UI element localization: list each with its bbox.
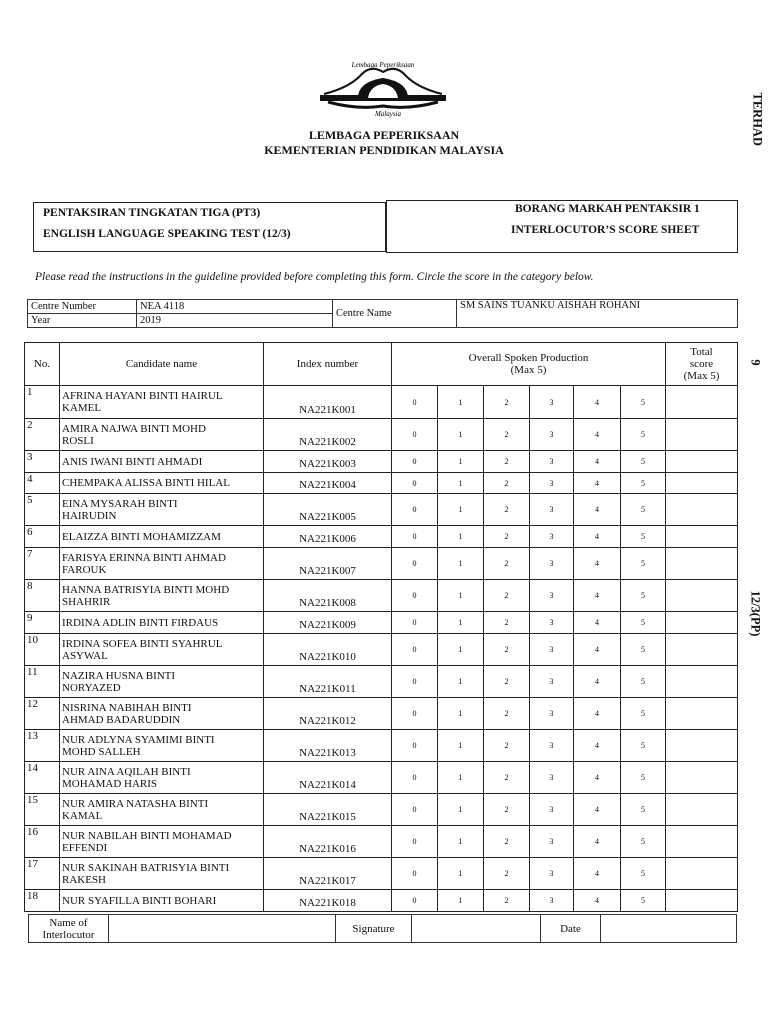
sheet-title-box xyxy=(386,200,738,253)
score-option[interactable]: 1 xyxy=(438,419,484,451)
score-option[interactable]: 0 xyxy=(392,794,438,826)
score-option[interactable]: 5 xyxy=(621,526,666,548)
score-option[interactable]: 1 xyxy=(438,548,484,580)
date-label: Date xyxy=(541,915,601,943)
test-title-box xyxy=(33,202,386,252)
score-option[interactable]: 5 xyxy=(621,612,666,634)
score-option[interactable]: 1 xyxy=(438,826,484,858)
index-number: NA221K014 xyxy=(264,762,392,794)
score-option[interactable]: 0 xyxy=(392,634,438,666)
score-option[interactable]: 0 xyxy=(392,580,438,612)
date-field[interactable] xyxy=(601,915,737,943)
score-option[interactable]: 2 xyxy=(484,762,530,794)
table-row xyxy=(25,548,738,580)
score-option[interactable]: 5 xyxy=(621,794,666,826)
candidate-name xyxy=(60,730,264,762)
score-option[interactable]: 4 xyxy=(574,526,621,548)
row-number: 2 xyxy=(25,419,60,451)
candidate-name xyxy=(60,386,264,419)
score-option[interactable]: 5 xyxy=(621,386,666,419)
score-option[interactable]: 1 xyxy=(438,612,484,634)
score-option[interactable]: 3 xyxy=(530,890,574,912)
score-option[interactable]: 2 xyxy=(484,890,530,912)
total-score-cell[interactable] xyxy=(666,580,738,612)
candidate-name-line2: ASYWAL xyxy=(62,649,108,662)
index-number: NA221K018 xyxy=(264,890,392,912)
candidate-name-line2: KAMAL xyxy=(62,809,103,822)
header-no: No. xyxy=(25,343,60,386)
candidate-name-line1: EINA MYSARAH BINTI xyxy=(62,497,178,510)
score-option[interactable]: 3 xyxy=(530,794,574,826)
score-option[interactable]: 5 xyxy=(621,826,666,858)
score-option[interactable]: 5 xyxy=(621,580,666,612)
index-number: NA221K011 xyxy=(264,666,392,698)
table-row xyxy=(25,794,738,826)
score-option[interactable]: 5 xyxy=(621,858,666,890)
centre-name-value: SM SAINS TUANKU AISHAH ROHANI xyxy=(457,300,738,328)
candidate-name xyxy=(60,634,264,666)
index-number: NA221K004 xyxy=(264,473,392,494)
candidate-name xyxy=(60,858,264,890)
candidate-name xyxy=(60,494,264,526)
table-row xyxy=(25,451,738,473)
score-option[interactable]: 0 xyxy=(392,612,438,634)
candidate-name-line1: NUR SYAFILLA BINTI BOHARI xyxy=(62,894,217,907)
instructions: Please read the instructions in the guideline provided before completing this form. Circle the score in the category below. xyxy=(35,271,594,283)
score-option[interactable]: 3 xyxy=(530,386,574,419)
index-number: NA221K007 xyxy=(264,548,392,580)
score-option[interactable]: 2 xyxy=(484,826,530,858)
candidate-name-line2: RAKESH xyxy=(62,873,107,886)
index-number: NA221K012 xyxy=(264,698,392,730)
total-score-cell[interactable] xyxy=(666,634,738,666)
test-title-line2: ENGLISH LANGUAGE SPEAKING TEST (12/3) xyxy=(43,228,291,240)
score-option[interactable]: 4 xyxy=(574,762,621,794)
svg-text:Malaysia: Malaysia xyxy=(374,110,402,118)
total-score-cell[interactable] xyxy=(666,473,738,494)
score-option[interactable]: 0 xyxy=(392,548,438,580)
candidate-name-line1: ANIS IWANI BINTI AHMADI xyxy=(62,455,203,468)
index-number: NA221K003 xyxy=(264,451,392,473)
paper-code: 12/3(PP) xyxy=(748,590,763,637)
candidate-name-line1: NUR AINA AQILAH BINTI xyxy=(62,765,191,778)
candidate-name-line2: NORYAZED xyxy=(62,681,121,694)
score-option[interactable]: 3 xyxy=(530,612,574,634)
score-option[interactable]: 1 xyxy=(438,762,484,794)
score-option[interactable]: 4 xyxy=(574,730,621,762)
header-index-number: Index number xyxy=(264,343,392,386)
score-option[interactable]: 4 xyxy=(574,666,621,698)
score-option[interactable]: 1 xyxy=(438,634,484,666)
table-row xyxy=(25,634,738,666)
candidate-name xyxy=(60,526,264,548)
row-number: 17 xyxy=(25,858,60,890)
candidate-name xyxy=(60,666,264,698)
score-option[interactable]: 2 xyxy=(484,451,530,473)
index-number: NA221K010 xyxy=(264,634,392,666)
score-option[interactable]: 3 xyxy=(530,451,574,473)
score-option[interactable]: 4 xyxy=(574,826,621,858)
candidate-name-line2: FAROUK xyxy=(62,563,107,576)
candidate-name xyxy=(60,451,264,473)
centre-name-label: Centre Name xyxy=(333,300,457,328)
candidate-name xyxy=(60,580,264,612)
score-option[interactable]: 0 xyxy=(392,826,438,858)
row-number: 9 xyxy=(25,612,60,634)
score-option[interactable]: 1 xyxy=(438,698,484,730)
table-row xyxy=(25,730,738,762)
candidate-name-line2: MOHD SALLEH xyxy=(62,745,141,758)
candidate-name-line2: HAIRUDIN xyxy=(62,509,117,522)
score-option[interactable]: 5 xyxy=(621,634,666,666)
score-option[interactable]: 0 xyxy=(392,858,438,890)
score-option[interactable]: 1 xyxy=(438,666,484,698)
row-number: 8 xyxy=(25,580,60,612)
score-option[interactable]: 2 xyxy=(484,634,530,666)
index-number: NA221K002 xyxy=(264,419,392,451)
index-number: NA221K016 xyxy=(264,826,392,858)
signature-label: Signature xyxy=(336,915,412,943)
score-option[interactable]: 3 xyxy=(530,858,574,890)
table-row xyxy=(25,698,738,730)
signature-field[interactable] xyxy=(412,915,541,943)
score-option[interactable]: 2 xyxy=(484,858,530,890)
score-option[interactable]: 2 xyxy=(484,473,530,494)
header-overall-spoken: Overall Spoken Production (Max 5) xyxy=(392,343,666,386)
candidate-name xyxy=(60,890,264,912)
candidate-name-line1: CHEMPAKA ALISSA BINTI HILAL xyxy=(62,477,230,489)
candidate-name-line1: ELAIZZA BINTI MOHAMIZZAM xyxy=(62,530,221,543)
org-name-line1: LEMBAGA PEPERIKSAAN xyxy=(308,128,460,142)
score-option[interactable]: 4 xyxy=(574,612,621,634)
score-option[interactable]: 0 xyxy=(392,419,438,451)
total-score-cell[interactable] xyxy=(666,858,738,890)
score-option[interactable]: 5 xyxy=(621,494,666,526)
score-option[interactable]: 1 xyxy=(438,494,484,526)
candidate-name-line1: AMIRA NAJWA BINTI MOHD xyxy=(62,422,206,435)
score-table xyxy=(24,342,738,912)
year-label: Year xyxy=(28,314,137,328)
candidate-name-line2: MOHAMAD HARIS xyxy=(62,777,158,790)
table-row xyxy=(25,494,738,526)
signature-table xyxy=(28,914,737,943)
score-option[interactable]: 0 xyxy=(392,526,438,548)
candidate-name xyxy=(60,473,264,494)
centre-info-table xyxy=(27,299,738,328)
score-option[interactable]: 2 xyxy=(484,419,530,451)
candidate-name xyxy=(60,826,264,858)
score-option[interactable]: 1 xyxy=(438,451,484,473)
row-number: 16 xyxy=(25,826,60,858)
candidate-name-line1: IRDINA SOFEA BINTI SYAHRUL xyxy=(62,637,223,650)
row-number: 14 xyxy=(25,762,60,794)
candidate-name xyxy=(60,762,264,794)
sheet-title-line2: INTERLOCUTOR’S SCORE SHEET xyxy=(511,224,700,236)
table-row xyxy=(25,826,738,858)
score-option[interactable]: 3 xyxy=(530,698,574,730)
score-option[interactable]: 0 xyxy=(392,451,438,473)
score-option[interactable]: 4 xyxy=(574,580,621,612)
table-row xyxy=(25,386,738,419)
score-option[interactable]: 4 xyxy=(574,794,621,826)
sheet-title-line1: BORANG MARKAH PENTAKSIR 1 xyxy=(515,203,700,215)
score-option[interactable]: 2 xyxy=(484,548,530,580)
candidate-name xyxy=(60,698,264,730)
candidate-name-line1: AFRINA HAYANI BINTI HAIRUL xyxy=(62,390,223,402)
candidate-name-line1: NUR SAKINAH BATRISYIA BINTI xyxy=(62,861,230,874)
candidate-name-line2: EFFENDI xyxy=(62,841,108,854)
score-option[interactable]: 4 xyxy=(574,386,621,419)
score-option[interactable]: 3 xyxy=(530,634,574,666)
row-number: 4 xyxy=(25,473,60,494)
org-name-line2: KEMENTERIAN PENDIDIKAN MALAYSIA xyxy=(264,143,504,157)
score-option[interactable]: 1 xyxy=(438,858,484,890)
header-total-score: Total score (Max 5) xyxy=(666,343,738,386)
centre-number-value: NEA 4118 xyxy=(137,300,333,314)
score-option[interactable]: 0 xyxy=(392,698,438,730)
score-option[interactable]: 1 xyxy=(438,580,484,612)
score-option[interactable]: 5 xyxy=(621,419,666,451)
candidate-name-line1: IRDINA ADLIN BINTI FIRDAUS xyxy=(62,616,219,629)
score-option[interactable]: 5 xyxy=(621,762,666,794)
table-row xyxy=(25,890,738,912)
table-row xyxy=(25,473,738,494)
row-number: 6 xyxy=(25,526,60,548)
score-option[interactable]: 2 xyxy=(484,386,530,419)
total-score-cell[interactable] xyxy=(666,698,738,730)
table-row xyxy=(25,762,738,794)
lembaga-peperiksaan-logo xyxy=(318,58,448,120)
score-option[interactable]: 0 xyxy=(392,666,438,698)
interlocutor-name-field[interactable] xyxy=(109,915,336,943)
centre-number-label: Centre Number xyxy=(28,300,137,314)
score-option[interactable]: 5 xyxy=(621,473,666,494)
score-option[interactable]: 0 xyxy=(392,762,438,794)
row-number: 18 xyxy=(25,890,60,912)
total-score-cell[interactable] xyxy=(666,612,738,634)
table-row xyxy=(25,419,738,451)
table-row xyxy=(25,526,738,548)
row-number: 10 xyxy=(25,634,60,666)
total-score-cell[interactable] xyxy=(666,826,738,858)
score-option[interactable]: 5 xyxy=(621,730,666,762)
score-option[interactable]: 2 xyxy=(484,666,530,698)
test-title-line1: PENTAKSIRAN TINGKATAN TIGA (PT3) xyxy=(43,207,261,219)
index-number: NA221K006 xyxy=(264,526,392,548)
index-number: NA221K001 xyxy=(264,386,392,419)
candidate-name-line2: ROSLI xyxy=(62,434,94,447)
score-option[interactable]: 3 xyxy=(530,526,574,548)
score-option[interactable]: 5 xyxy=(621,666,666,698)
score-option[interactable]: 2 xyxy=(484,526,530,548)
candidate-name-line1: NUR AMIRA NATASHA BINTI xyxy=(62,797,209,810)
candidate-name-line1: FARISYA ERINNA BINTI AHMAD xyxy=(62,551,226,564)
score-option[interactable]: 3 xyxy=(530,494,574,526)
score-option[interactable]: 4 xyxy=(574,494,621,526)
score-option[interactable]: 0 xyxy=(392,730,438,762)
table-row xyxy=(25,612,738,634)
candidate-name-line2: SHAHRIR xyxy=(62,595,111,608)
total-score-cell[interactable] xyxy=(666,494,738,526)
score-option[interactable]: 0 xyxy=(392,386,438,419)
row-number: 13 xyxy=(25,730,60,762)
score-option[interactable]: 2 xyxy=(484,698,530,730)
table-row xyxy=(25,580,738,612)
candidate-name-line2: KAMEL xyxy=(62,402,102,414)
row-number: 1 xyxy=(25,386,60,419)
score-option[interactable]: 1 xyxy=(438,473,484,494)
total-score-cell[interactable] xyxy=(666,526,738,548)
row-number: 11 xyxy=(25,666,60,698)
score-option[interactable]: 3 xyxy=(530,762,574,794)
candidate-name xyxy=(60,794,264,826)
score-option[interactable]: 5 xyxy=(621,698,666,730)
year-value: 2019 xyxy=(137,314,333,328)
candidate-name xyxy=(60,548,264,580)
total-score-cell[interactable] xyxy=(666,419,738,451)
total-score-cell[interactable] xyxy=(666,730,738,762)
total-score-cell[interactable] xyxy=(666,386,738,419)
candidate-name xyxy=(60,612,264,634)
candidate-name-line1: HANNA BATRISYIA BINTI MOHD xyxy=(62,583,230,596)
score-option[interactable]: 4 xyxy=(574,419,621,451)
score-option[interactable]: 4 xyxy=(574,634,621,666)
row-number: 5 xyxy=(25,494,60,526)
index-number: NA221K008 xyxy=(264,580,392,612)
candidate-name-line2: AHMAD BADARUDDIN xyxy=(62,713,181,726)
candidate-name xyxy=(60,419,264,451)
total-score-cell[interactable] xyxy=(666,762,738,794)
score-option[interactable]: 2 xyxy=(484,794,530,826)
score-option[interactable]: 0 xyxy=(392,890,438,912)
score-option[interactable]: 3 xyxy=(530,419,574,451)
index-number: NA221K017 xyxy=(264,858,392,890)
interlocutor-name-label: Name of Interlocutor xyxy=(29,915,109,943)
total-score-cell[interactable] xyxy=(666,548,738,580)
index-number: NA221K015 xyxy=(264,794,392,826)
table-row xyxy=(25,858,738,890)
score-option[interactable]: 4 xyxy=(574,451,621,473)
score-option[interactable]: 2 xyxy=(484,494,530,526)
score-option[interactable]: 2 xyxy=(484,730,530,762)
score-option[interactable]: 1 xyxy=(438,730,484,762)
candidate-name-line1: NUR ADLYNA SYAMIMI BINTI xyxy=(62,733,215,746)
total-score-cell[interactable] xyxy=(666,666,738,698)
score-option[interactable]: 3 xyxy=(530,826,574,858)
score-option[interactable]: 2 xyxy=(484,612,530,634)
table-row xyxy=(25,666,738,698)
score-option[interactable]: 4 xyxy=(574,473,621,494)
page-number: 9 xyxy=(748,359,763,366)
candidate-name-line1: NISRINA NABIHAH BINTI xyxy=(62,701,192,714)
total-score-cell[interactable] xyxy=(666,890,738,912)
score-option[interactable]: 4 xyxy=(574,858,621,890)
candidate-name-line1: NAZIRA HUSNA BINTI xyxy=(62,669,176,682)
row-number: 12 xyxy=(25,698,60,730)
score-option[interactable]: 1 xyxy=(438,526,484,548)
index-number: NA221K005 xyxy=(264,494,392,526)
score-option[interactable]: 4 xyxy=(574,698,621,730)
score-option[interactable]: 5 xyxy=(621,548,666,580)
candidate-name-line1: NUR NABILAH BINTI MOHAMAD xyxy=(62,829,232,842)
row-number: 3 xyxy=(25,451,60,473)
index-number: NA221K013 xyxy=(264,730,392,762)
score-option[interactable]: 1 xyxy=(438,386,484,419)
score-option[interactable]: 1 xyxy=(438,890,484,912)
total-score-cell[interactable] xyxy=(666,794,738,826)
header-candidate-name: Candidate name xyxy=(60,343,264,386)
score-option[interactable]: 0 xyxy=(392,473,438,494)
score-option[interactable]: 0 xyxy=(392,494,438,526)
score-option[interactable]: 3 xyxy=(530,548,574,580)
total-score-cell[interactable] xyxy=(666,451,738,473)
row-number: 15 xyxy=(25,794,60,826)
score-option[interactable]: 2 xyxy=(484,580,530,612)
score-option[interactable]: 5 xyxy=(621,890,666,912)
score-option[interactable]: 3 xyxy=(530,730,574,762)
score-option[interactable]: 3 xyxy=(530,580,574,612)
score-option[interactable]: 4 xyxy=(574,548,621,580)
score-option[interactable]: 3 xyxy=(530,666,574,698)
score-option[interactable]: 5 xyxy=(621,451,666,473)
score-option[interactable]: 3 xyxy=(530,473,574,494)
score-option[interactable]: 4 xyxy=(574,890,621,912)
index-number: NA221K009 xyxy=(264,612,392,634)
row-number: 7 xyxy=(25,548,60,580)
classification-label: TERHAD xyxy=(750,92,765,146)
score-option[interactable]: 1 xyxy=(438,794,484,826)
svg-text:Lembaga Peperiksaan: Lembaga Peperiksaan xyxy=(351,61,415,69)
